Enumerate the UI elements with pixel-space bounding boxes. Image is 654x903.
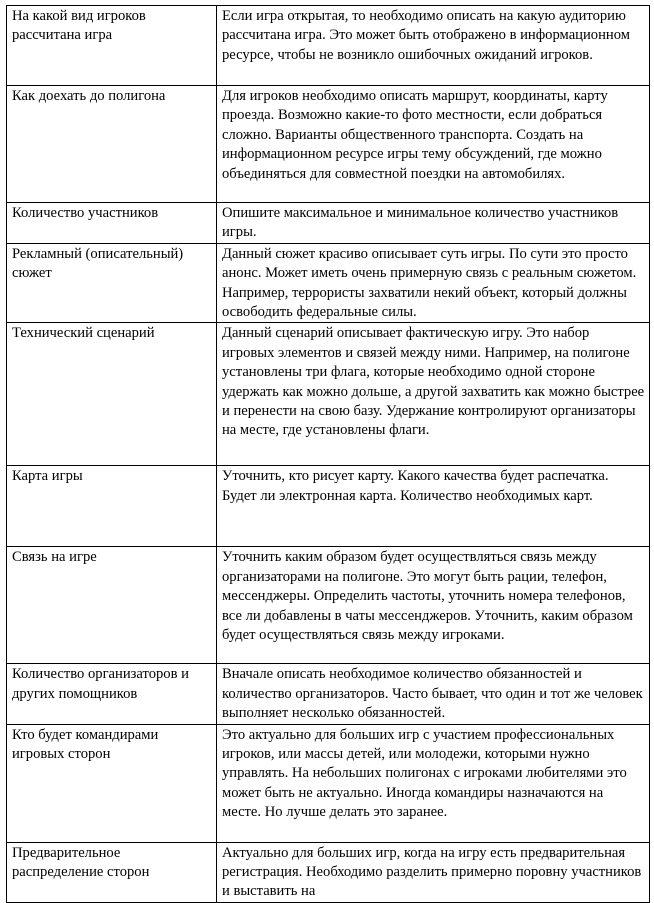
row-term: Предварительное распределение сторон [7, 842, 217, 902]
table-row [7, 664, 650, 724]
table-row [7, 466, 650, 547]
row-term: Количество организаторов и других помощников [7, 664, 217, 724]
row-description: Вначале описать необходимое количество обязанностей и количество организаторов. Часто бывает, что один и тот же человек выполняет несколько обязанностей. [217, 664, 650, 724]
row-term: На какой вид игроков рассчитана игра [7, 6, 217, 86]
row-description: Это актуально для больших игр с участием профессиональных игроков, или массы детей, или молодежи, которыми нужно управлять. На небольших полигонах с игроками любителями это может быть не актуально. Иногда командиры назначаются на месте. Но лучше делать это заранее. [217, 724, 650, 842]
table-row [7, 724, 650, 842]
row-term: Карта игры [7, 466, 217, 547]
row-description: Актуально для больших игр, когда на игру есть предварительная регистрация. Необходимо разделить примерно поровну участников и выставить на [217, 842, 650, 902]
row-description: Уточнить каким образом будет осуществляться связь между организаторами на полигоне. Это могут быть рации, телефон, мессенджеры. Определить частоты, уточнить номера телефонов, все ли добавлены в чаты мессенджеров. Уточнить, каким образом будет осуществляться связь между игроками. [217, 547, 650, 664]
row-description: Уточнить, кто рисует карту. Какого качества будет распечатка. Будет ли электронная карта. Количество необходимых карт. [217, 466, 650, 547]
table-row [7, 6, 650, 86]
table-row [7, 243, 650, 323]
table-row [7, 203, 650, 244]
row-description: Для игроков необходимо описать маршрут, координаты, карту проезда. Возможно какие-то фото местности, если добраться сложно. Варианты общественного транспорта. Создать на информационном ресурсе игры тему обсуждений, где можно объединяться для совместной поездки на автомобилях. [217, 86, 650, 203]
row-term: Связь на игре [7, 547, 217, 664]
row-description: Данный сюжет красиво описывает суть игры. По сути это просто анонс. Может иметь очень примерную связь с реальным сюжетом. Например, террористы захватили некий объект, который должны освободить федеральные силы. [217, 243, 650, 323]
row-description: Если игра открытая, то необходимо описать на какую аудиторию рассчитана игра. Это может быть отображено в информационном ресурсе, чтобы не возникло ошибочных ожиданий игроков. [217, 6, 650, 86]
table-row [7, 86, 650, 203]
table-row [7, 547, 650, 664]
row-term: Технический сценарий [7, 323, 217, 466]
row-description: Опишите максимальное и минимальное количество участников игры. [217, 203, 650, 244]
info-table [6, 5, 650, 903]
row-term: Рекламный (описательный) сюжет [7, 243, 217, 323]
table-row [7, 842, 650, 902]
row-description: Данный сценарий описывает фактическую игру. Это набор игровых элементов и связей между ними. Например, на полигоне установлены три флага, которые необходимо одной стороне удержать как можно дольше, а другой захватить как можно быстрее и перенести на свою базу. Удержание контролируют организаторы на месте, где установлены флаги. [217, 323, 650, 466]
row-term: Кто будет командирами игровых сторон [7, 724, 217, 842]
row-term: Как доехать до полигона [7, 86, 217, 203]
table-row [7, 323, 650, 466]
row-term: Количество участников [7, 203, 217, 244]
